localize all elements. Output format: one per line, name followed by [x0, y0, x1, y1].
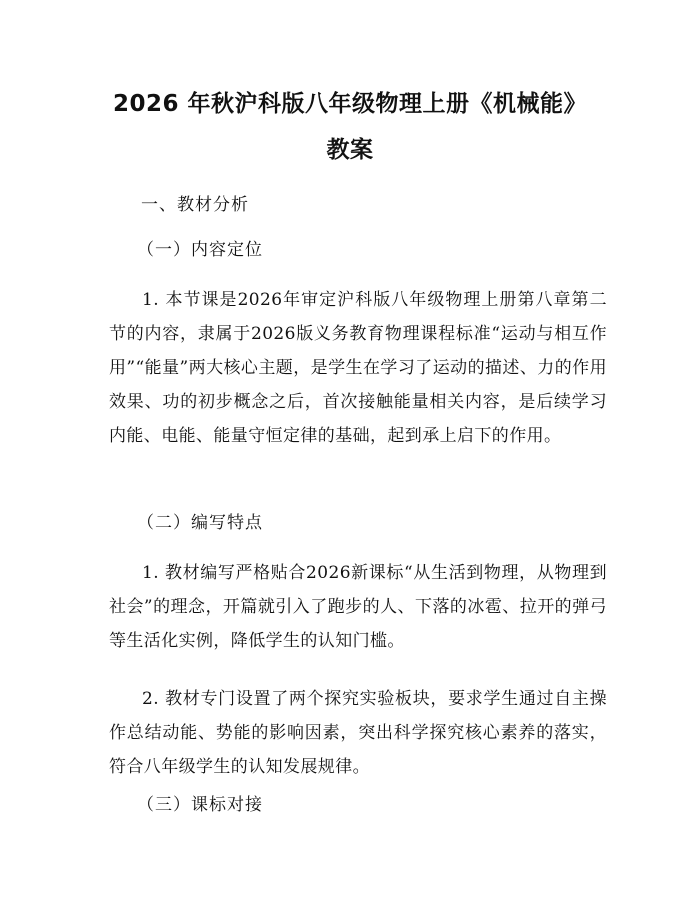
subsection-heading-writing-features: （二）编写特点	[137, 513, 263, 533]
paragraph-writing-features-2: 2. 教材专门设置了两个探究实验板块，要求学生通过自主操作总结动能、势能的影响因素，突出科学探究核心素养的落实，符合八年级学生的认知发展规律。	[109, 689, 607, 777]
subsection-heading-curriculum-alignment: （三）课标对接	[137, 795, 263, 815]
subsection-heading-content-positioning: （一）内容定位	[137, 240, 263, 260]
paragraph-writing-features-1: 1. 教材编写严格贴合2026新课标“从生活到物理，从物理到社会”的理念，开篇就引入了跑步的人、下落的冰雹、拉开的弹弓等生活化实例，降低学生的认知门槛。	[109, 563, 607, 651]
section-heading-textbook-analysis: 一、教材分析	[141, 195, 249, 215]
paragraph-content-positioning-1: 1. 本节课是2026年审定沪科版八年级物理上册第八章第二节的内容，隶属于2026版义务教育物理课程标准“运动与相互作用”“能量”两大核心主题，是学生在学习了运动的描述、力的作用效果、功的初步概念之后，首次接触能量相关内容，是后续学习内能、电能、能量守恒定律的基础，起到承上启下的作用。	[109, 290, 607, 446]
document-title-line1: 2026 年秋沪科版八年级物理上册《机械能》	[112, 91, 588, 117]
document-title-line2: 教案	[326, 137, 374, 163]
